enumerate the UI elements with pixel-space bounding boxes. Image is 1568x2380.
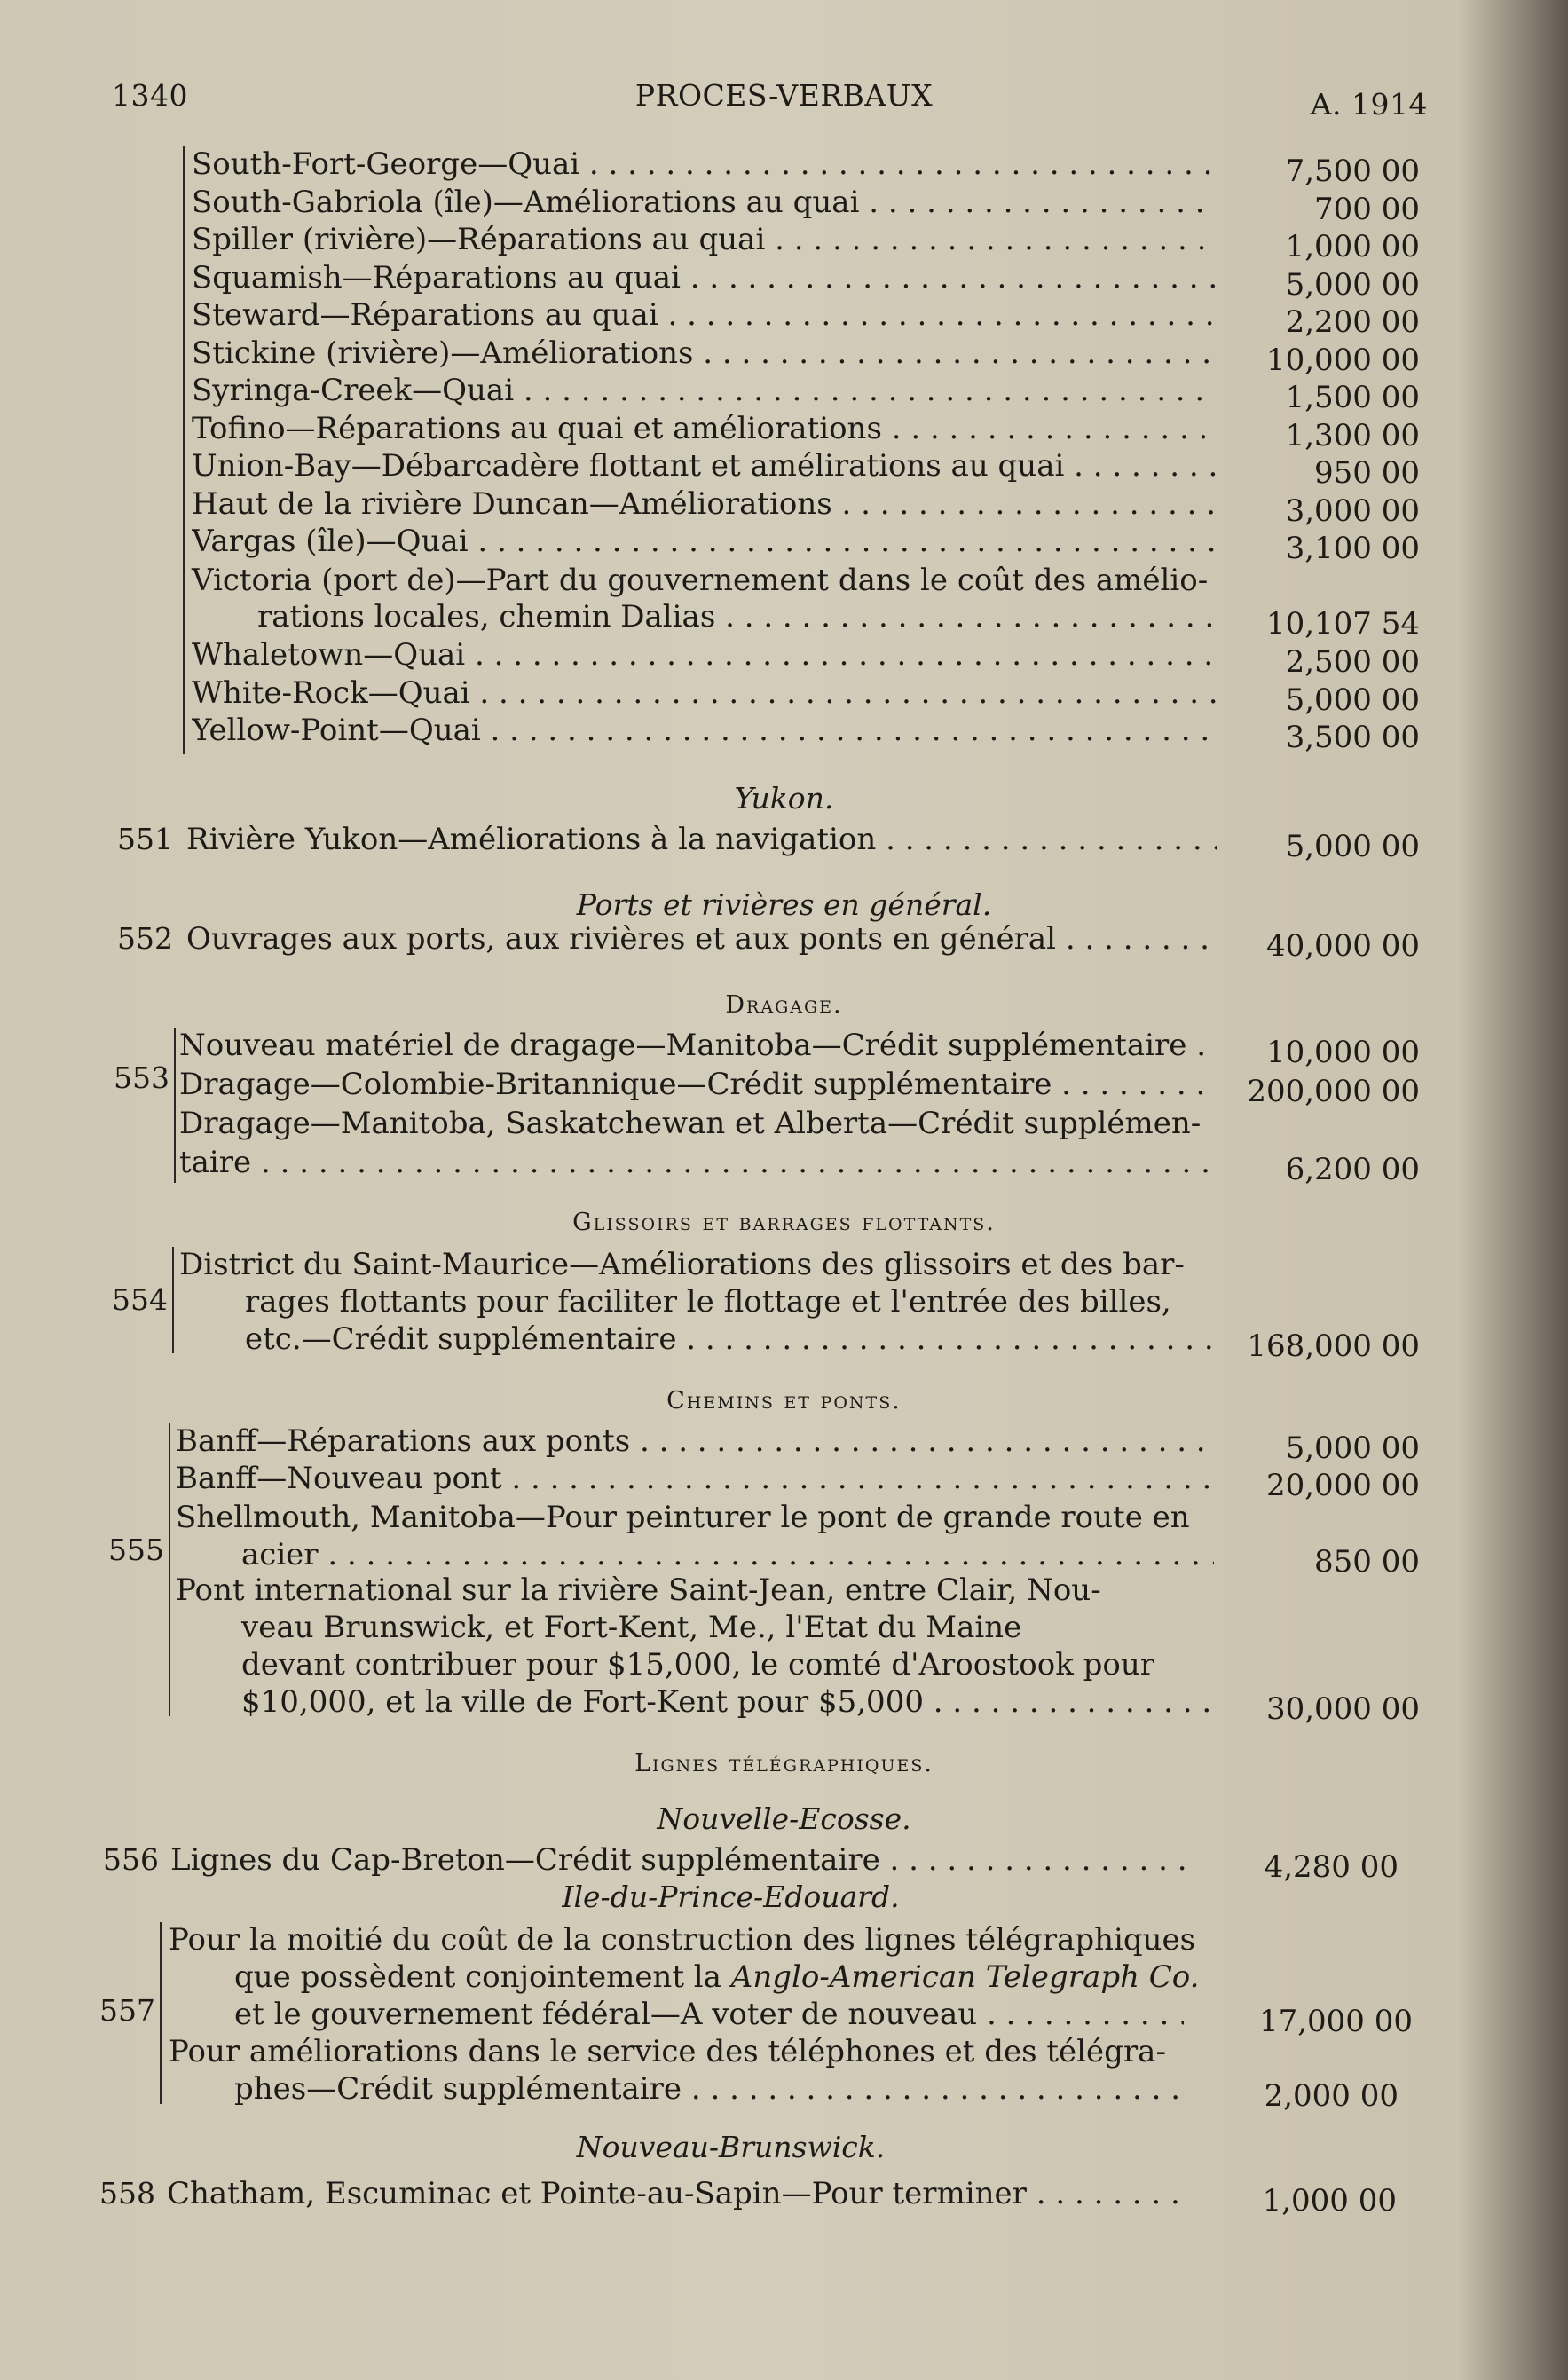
glissoirs-amount: 168,000 00 [1247, 1328, 1420, 1364]
ipe-line1: Pour la moitié du coût de la construction des lignes télégraphiques [169, 1922, 1196, 1958]
chemins-pont-line3: devant contribuer pour $15,000, le comté d'Aroostook pour [241, 1647, 1155, 1683]
ipe-amount-1: 17,000 00 [1258, 2004, 1413, 2039]
bc-item-label: Haut de la rivière Duncan—Améliorations . . . [192, 486, 1217, 522]
bc-item-label: Steward—Réparations au quai . . . [192, 297, 1217, 333]
chemins-pont-amount: 30,000 00 [1265, 1691, 1420, 1727]
chemins-heading: Chemins et ponts. [666, 1387, 902, 1415]
nb-number: 558 [99, 2176, 155, 2211]
bc-item-label: South-Gabriola (île)—Améliorations au quai . . . [192, 185, 1217, 220]
dragage-item-3-line2: taire . . . [179, 1145, 1213, 1180]
bracket-ipe [160, 1922, 162, 2104]
bc-item-amount: 2,200 00 [1285, 304, 1420, 340]
victoria-line1: Victoria (port de)—Part du gouvernement dans le coût des amélio- [192, 563, 1209, 598]
bracket-dragage [174, 1028, 176, 1183]
chemins-pont-line2: veau Brunswick, et Fort-Kent, Me., l'Etat du Maine [241, 1610, 1022, 1645]
ports-heading: Ports et rivières en général. [576, 887, 992, 922]
bc-item-label: Union-Bay—Débarcadère flottant et amélirations au quai . . . [192, 448, 1217, 484]
glissoirs-line1: District du Saint-Maurice—Améliorations des glissoirs et des bar- [179, 1247, 1185, 1282]
victoria-amount: 10,107 54 [1265, 606, 1420, 642]
bc-item-label: Spiller (rivière)—Réparations au quai . . . [192, 222, 1217, 257]
ipe-line2b: Anglo-American Telegraph Co. [730, 1959, 1200, 1995]
nb-heading: Nouveau-Brunswick. [576, 2130, 886, 2164]
bc-item-amount: 700 00 [1314, 191, 1420, 227]
bc-item-label: Tofino—Réparations au quai et améliorations . . . [192, 411, 1217, 446]
glissoirs-line3: etc.—Crédit supplémentaire . . . [245, 1321, 1212, 1357]
bc-item-amount: 5,000 00 [1285, 682, 1420, 718]
ipe-line2 [234, 1959, 1199, 1995]
bc-item-amount: 2,500 00 [1285, 644, 1420, 680]
ipe-line2a: que possèdent conjointement la [234, 1959, 731, 1995]
bc-item-amount: 1,000 00 [1285, 229, 1420, 264]
ports-label: Ouvrages aux ports, aux rivières et aux ponts en général . . . [186, 921, 1217, 957]
chemins-item-1-label: Banff—Réparations aux ponts . . . [176, 1423, 1214, 1459]
dragage-item-2-amount: 200,000 00 [1247, 1074, 1420, 1109]
page-number: 1340 [112, 78, 188, 113]
bc-item-amount: 1,300 00 [1285, 417, 1420, 453]
victoria-line2: rations locales, chemin Dalias . . . [257, 599, 1217, 634]
nb-label: Chatham, Escuminac et Pointe-au-Sapin—Pour terminer . . . [167, 2176, 1187, 2211]
chemins-item-1-amount: 5,000 00 [1285, 1430, 1420, 1466]
bc-item-label: Stickine (rivière)—Améliorations . . . [192, 335, 1217, 371]
bc-item-amount: 3,500 00 [1285, 720, 1420, 755]
bc-item-label: South-Fort-George—Quai . . . [192, 146, 1217, 182]
bc-item-label: Yellow-Point—Quai . . . [192, 713, 1217, 748]
glissoirs-line2: rages flottants pour faciliter le flottage et l'entrée des billes, [245, 1284, 1171, 1320]
bc-item-amount: 10,000 00 [1265, 342, 1420, 378]
chemins-shell-line1: Shellmouth, Manitoba—Pour peinturer le pont de grande route en [176, 1500, 1190, 1535]
ports-number: 552 [117, 921, 173, 956]
chemins-item-2-label: Banff—Nouveau pont . . . [176, 1461, 1214, 1496]
dragage-item-3-line1: Dragage—Manitoba, Saskatchewan et Alberta—Crédit supplémen- [179, 1106, 1202, 1141]
bracket-glissoirs [172, 1247, 174, 1353]
ports-amount: 40,000 00 [1265, 928, 1420, 964]
year-label: A. 1914 [1310, 87, 1428, 122]
yukon-heading: Yukon. [734, 781, 834, 816]
bc-item-amount: 3,100 00 [1285, 531, 1420, 566]
ipe-amount-2: 2,000 00 [1264, 2078, 1399, 2114]
nb-amount: 1,000 00 [1262, 2183, 1397, 2218]
bc-item-amount: 3,000 00 [1285, 493, 1420, 529]
dragage-item-1-label: Nouveau matériel de dragage—Manitoba—Crédit supplémentaire . . . [179, 1028, 1213, 1063]
chemins-pont-line4: $10,000, et la ville de Fort-Kent pour $5,000 . . . [241, 1684, 1214, 1720]
chemins-number: 555 [108, 1533, 164, 1567]
ne-heading: Nouvelle-Ecosse. [657, 1801, 911, 1836]
yukon-amount: 5,000 00 [1285, 829, 1420, 864]
ipe-heading: Ile-du-Prince-Edouard. [562, 1880, 900, 1914]
dragage-item-1-amount: 10,000 00 [1265, 1035, 1420, 1070]
page-title: PROCES-VERBAUX [634, 78, 934, 113]
bc-item-amount: 5,000 00 [1285, 266, 1420, 303]
dragage-item-3-amount: 6,200 00 [1285, 1152, 1420, 1187]
ipe-line3: et le gouvernement fédéral—A voter de nouveau . . . [234, 1997, 1184, 2032]
bc-item-label: Whaletown—Quai . . . [192, 637, 1217, 673]
dragage-item-2-label: Dragage—Colombie-Britannique—Crédit supplémentaire . . . [179, 1067, 1213, 1102]
bc-item-label: Syringa-Creek—Quai . . . [192, 373, 1217, 408]
yukon-label: Rivière Yukon—Améliorations à la navigation . . . [186, 822, 1217, 857]
bc-item-label: Squamish—Réparations au quai . . . [192, 260, 1217, 296]
bc-item-amount: 1,500 00 [1285, 380, 1420, 415]
bc-item-amount: 950 00 [1314, 455, 1420, 491]
ipe-number: 557 [99, 1993, 155, 2028]
bc-item-label: White-Rock—Quai . . . [192, 675, 1217, 711]
chemins-pont-line1: Pont international sur la rivière Saint-Jean, entre Clair, Nou- [176, 1572, 1101, 1608]
ne-amount: 4,280 00 [1264, 1849, 1399, 1885]
dragage-heading: Dragage. [725, 991, 843, 1019]
ipe-line4: Pour améliorations dans le service des téléphones et des télégra- [169, 2034, 1166, 2069]
chemins-shell-amount: 850 00 [1314, 1544, 1420, 1580]
glissoirs-heading: Glissoirs et barrages flottants. [572, 1209, 996, 1236]
lignes-heading: Lignes télégraphiques. [634, 1750, 934, 1777]
ne-number: 556 [103, 1842, 159, 1877]
glissoirs-number: 554 [112, 1282, 168, 1317]
bracket-chemins [169, 1423, 170, 1716]
chemins-shell-line2: acier . . . [241, 1537, 1214, 1572]
dragage-number: 553 [114, 1060, 169, 1095]
yukon-number: 551 [117, 822, 173, 856]
chemins-item-2-amount: 20,000 00 [1265, 1468, 1420, 1503]
bracket-bc [183, 146, 185, 754]
bc-item-label: Vargas (île)—Quai . . . [192, 524, 1217, 559]
ne-label: Lignes du Cap-Breton—Crédit supplémentaire . . . [170, 1842, 1196, 1878]
ipe-line5: phes—Crédit supplémentaire . . . [234, 2071, 1184, 2107]
bc-item-amount: 7,500 00 [1285, 154, 1420, 189]
